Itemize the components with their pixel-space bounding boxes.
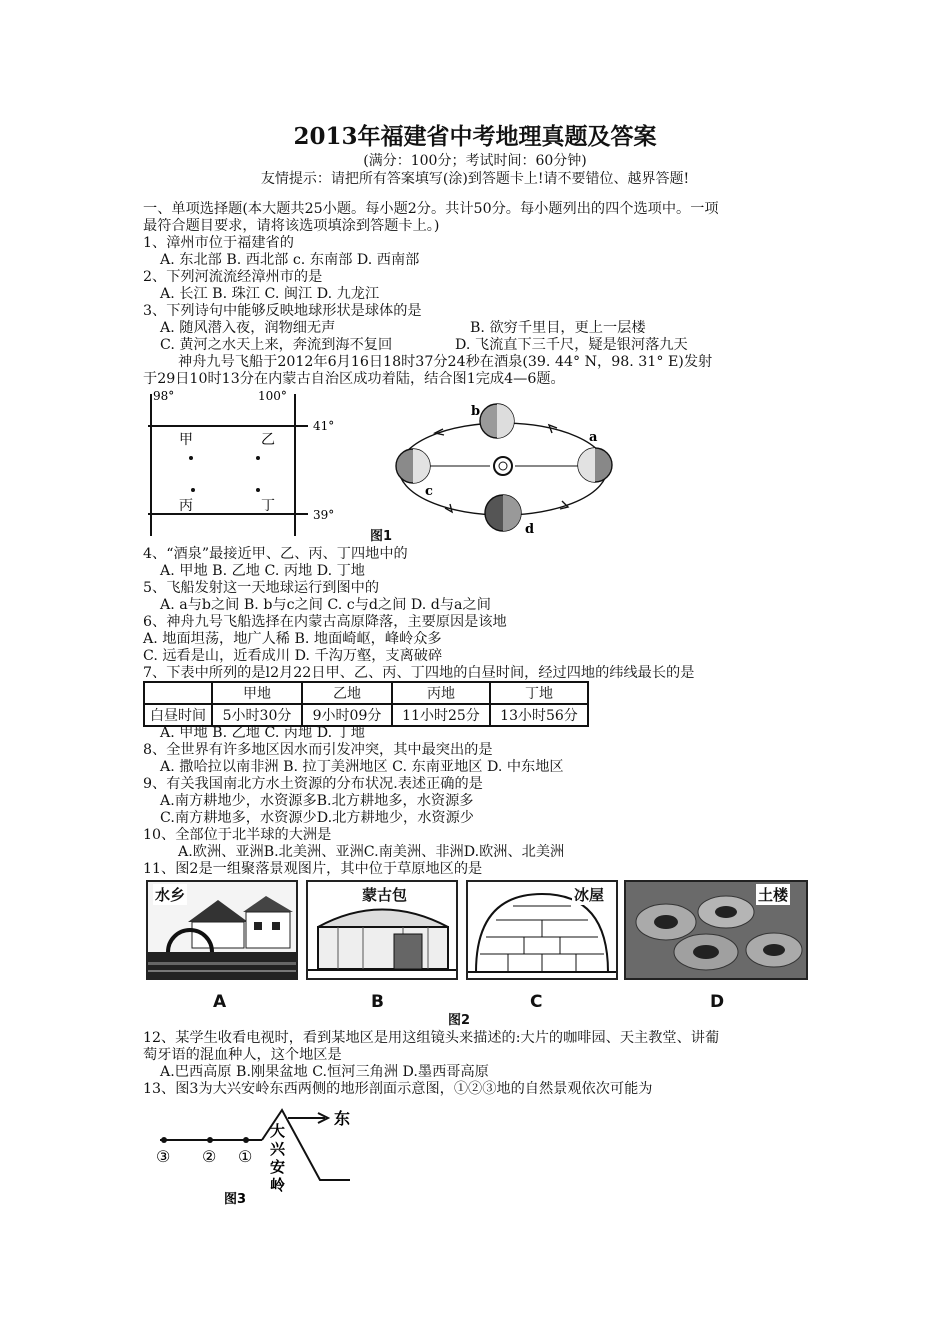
option-letter-c: C <box>530 992 543 1012</box>
table-cell: 5小时30分 <box>212 704 302 726</box>
photo-label-yurt: 蒙古包 <box>362 886 408 904</box>
orbit-b-label: b <box>471 404 481 419</box>
passage-line-1: 神舟九号飞船于2012年6月16日18时37分24秒在酒泉(39. 44° N，98. 31° E)发射 <box>178 354 713 370</box>
figure-3-caption: 图3 <box>224 1192 247 1207</box>
photo-label-igloo: 冰屋 <box>574 886 605 904</box>
figure-1-grid <box>143 386 358 541</box>
point-yi-dot <box>256 456 260 460</box>
question-12-cont: 萄牙语的混血种人，这个地区是 <box>143 1047 342 1063</box>
photo-label-tulou: 土楼 <box>758 886 789 904</box>
question-5: 5、飞船发射这一天地球运行到图中的 <box>143 580 380 596</box>
question-10-options: A.欧洲、亚洲B.北美洲、亚洲C.南美洲、非洲D.欧洲、北美洲 <box>178 844 565 860</box>
photo-label-water-town: 水乡 <box>155 886 186 904</box>
east-label: 东 <box>334 1109 351 1128</box>
point-bing-label: 丙 <box>179 498 193 514</box>
question-4-options: A. 甲地 B. 乙地 C. 丙地 D. 丁地 <box>160 563 365 579</box>
exam-info: (满分：100分；考试时间：60分钟) <box>363 153 587 169</box>
question-6-options-ab: A. 地面坦荡，地广人稀 B. 地面崎岖，峰岭众多 <box>143 631 442 647</box>
question-3-option-d: D. 飞流直下三千尺，疑是银河落九天 <box>455 337 688 353</box>
mountain-char-1: 大 <box>270 1122 286 1140</box>
table-header-cell: 乙地 <box>302 682 392 704</box>
table-row <box>144 704 588 726</box>
orbit-d-label: d <box>525 522 535 537</box>
question-9-options-cd: C.南方耕地多，水资源少D.北方耕地少，水资源少 <box>160 810 474 826</box>
question-11: 11、图2是一组聚落景观图片，其中位于草原地区的是 <box>143 861 483 877</box>
figure-1-caption: 图1 <box>370 529 393 544</box>
lat-41-label: 41° <box>313 419 335 433</box>
point-bing-dot <box>191 488 195 492</box>
orbit-a-label: a <box>589 430 598 445</box>
table-header-row <box>144 682 588 704</box>
point-1-dot <box>243 1137 249 1143</box>
figure-3-profile <box>150 1100 370 1210</box>
table-cell: 13小时56分 <box>490 704 588 726</box>
section-intro-1: 一、单项选择题(本大题共25小题。每小题2分。共计50分。每小题列出的四个选项中。一项 <box>143 201 719 217</box>
section-intro-2: 最符合题目要求，请将该选项填涂到答题卡上。) <box>143 218 440 234</box>
table-cell: 11小时25分 <box>392 704 490 726</box>
option-letter-b: B <box>371 992 384 1012</box>
question-3-option-b: B. 欲穷千里目，更上一层楼 <box>470 320 646 336</box>
question-3-option-a: A. 随风潜入夜，润物细无声 <box>160 320 336 336</box>
question-9: 9、有关我国南北方水土资源的分布状况.表述正确的是 <box>143 776 483 792</box>
point-jia-label: 甲 <box>179 432 193 448</box>
table-cell: 9小时09分 <box>302 704 392 726</box>
mountain-char-4: 岭 <box>270 1176 286 1194</box>
lat-39-label: 39° <box>313 508 335 522</box>
lon-98-label: 98° <box>153 389 175 403</box>
point-1-label: ① <box>238 1147 253 1166</box>
question-5-options: A. a与b之间 B. b与c之间 C. c与d之间 D. d与a之间 <box>160 597 491 613</box>
question-2-options: A. 长江 B. 珠江 C. 闽江 D. 九龙江 <box>160 286 380 302</box>
table-header-cell: 甲地 <box>212 682 302 704</box>
question-13: 13、图3为大兴安岭东西两侧的地形剖面示意图，①②③地的自然景观依次可能为 <box>143 1081 653 1097</box>
point-yi-label: 乙 <box>261 432 275 448</box>
point-2-label: ② <box>202 1147 217 1166</box>
daylight-table <box>143 681 589 727</box>
page-title: 2013年福建省中考地理真题及答案 <box>293 123 657 150</box>
figure-2-caption: 图2 <box>448 1013 471 1028</box>
point-3-label: ③ <box>156 1147 171 1166</box>
question-2: 2、下列河流流经漳州市的是 <box>143 269 323 285</box>
option-letter-a: A <box>213 992 227 1012</box>
point-2-dot <box>207 1137 213 1143</box>
mountain-char-3: 安 <box>270 1158 286 1176</box>
question-9-options-ab: A.南方耕地少，水资源多B.北方耕地多，水资源多 <box>160 793 474 809</box>
figure-1-orbit <box>385 393 630 543</box>
question-7-options: A. 甲地 B. 乙地 C. 丙地 D. 丁地 <box>160 725 365 741</box>
question-7: 7、下表中所列的是l2月22日甲、乙、丙、丁四地的白昼时间，经过四地的纬线最长的是 <box>143 665 695 681</box>
point-ding-label: 丁 <box>261 498 275 514</box>
question-8: 8、全世界有许多地区因水而引发冲突，其中最突出的是 <box>143 742 493 758</box>
table-header-cell <box>144 682 212 704</box>
question-6-options-cd: C. 远看是山，近看成川 D. 千沟万壑，支离破碎 <box>143 648 443 664</box>
question-10: 10、全部位于北半球的大洲是 <box>143 827 332 843</box>
question-12-options: A.巴西高原 B.刚果盆地 C.恒河三角洲 D.墨西哥高原 <box>160 1064 489 1080</box>
question-8-options: A. 撒哈拉以南非洲 B. 拉丁美洲地区 C. 东南亚地区 D. 中东地区 <box>160 759 564 775</box>
question-6: 6、神舟九号飞船选择在内蒙古高原降落，主要原因是该地 <box>143 614 507 630</box>
table-header-cell: 丙地 <box>392 682 490 704</box>
question-1-options: A. 东北部 B. 西北部 c. 东南部 D. 西南部 <box>160 252 420 268</box>
question-3-option-c: C. 黄河之水天上来，奔流到海不复回 <box>160 337 393 353</box>
question-12: 12、某学生收看电视时，看到某地区是用这组镜头来描述的:大片的咖啡园、天主教堂、讲葡 <box>143 1030 720 1046</box>
table-header-cell: 丁地 <box>490 682 588 704</box>
table-row-label: 白昼时间 <box>144 704 212 726</box>
exam-tip: 友情提示：请把所有答案填写(涂)到答题卡上!请不要错位、越界答题! <box>260 171 690 187</box>
mountain-char-2: 兴 <box>270 1140 286 1158</box>
lon-100-label: 100° <box>258 389 287 403</box>
point-3-dot <box>161 1137 167 1143</box>
point-jia-dot <box>189 456 193 460</box>
passage-line-2: 于29日10时13分在内蒙古自治区成功着陆，结合图1完成4—6题。 <box>143 371 565 387</box>
point-ding-dot <box>256 488 260 492</box>
orbit-c-label: c <box>425 484 433 499</box>
question-3: 3、下列诗句中能够反映地球形状是球体的是 <box>143 303 422 319</box>
option-letter-d: D <box>710 992 725 1012</box>
question-1: 1、漳州市位于福建省的 <box>143 235 294 251</box>
question-4: 4、“酒泉”最接近甲、乙、丙、丁四地中的 <box>143 546 408 562</box>
